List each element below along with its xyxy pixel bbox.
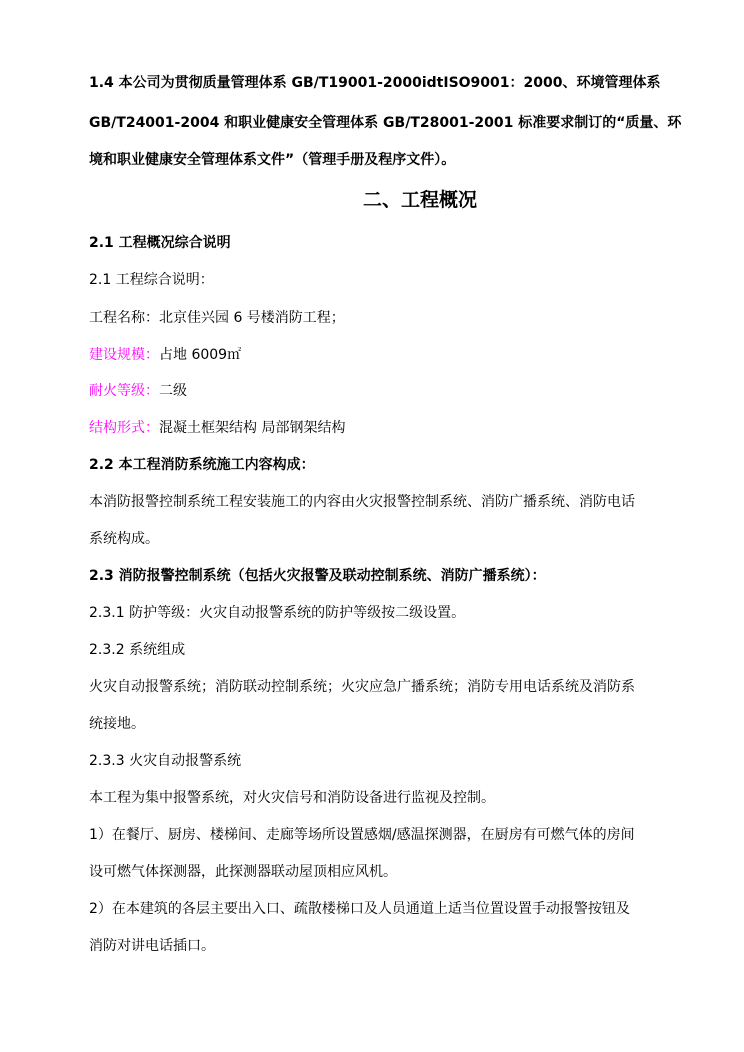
item-2-line-1: 2）在本建筑的各层主要出入口、疏散楼梯口及人员通道上适当位置设置手动报警按钮及 [89,901,630,917]
structure-value: 混凝土框架结构 局部钢架结构 [159,420,346,436]
heading-2-2: 2.2 本工程消防系统施工内容构成： [89,457,315,473]
item-2-line-2: 消防对讲电话插口。 [89,938,215,954]
para-2-3-1: 2.3.1 防护等级：火灾自动报警系统的防护等级按二级设置。 [89,605,466,621]
scale-value: 占地 6009㎡ [159,347,242,363]
section-title: 二、工程概况 [362,189,477,211]
intro-line-2: GB/T24001-2004 和职业健康安全管理体系 GB/T28001-2001 标准要求制订的“质量、环 [89,115,682,131]
structure-row [89,418,345,438]
heading-2-1: 2.1 工程概况综合说明 [89,235,231,251]
fire-rating-row [89,381,187,401]
fire-rating-value: 二级 [159,383,187,399]
project-name: 工程名称：北京佳兴园 6 号楼消防工程； [89,310,345,326]
intro-line-1: 1.4 本公司为贯彻质量管理体系 GB/T19001-2000idtISO9001：2000、环境管理体系 [89,75,661,91]
para-2-3-2: 2.3.2 系统组成 [89,642,186,658]
para-2-3-3: 2.3.3 火灾自动报警系统 [89,753,242,769]
intro-line-3: 境和职业健康安全管理体系文件”（管理手册及程序文件）。 [89,152,456,168]
heading-2-3: 2.3 消防报警控制系统（包括火灾报警及联动控制系统、消防广播系统）： [89,568,546,584]
components-line-1: 火灾自动报警系统；消防联动控制系统；火灾应急广播系统；消防专用电话系统及消防系 [89,679,635,695]
structure-label: 结构形式： [89,420,159,436]
scope-line-1: 本消防报警控制系统工程安装施工的内容由火灾报警控制系统、消防广播系统、消防电话 [89,494,635,510]
components-line-2: 统接地。 [89,716,145,732]
scale-row [89,345,241,365]
scope-line-2: 系统构成。 [89,531,159,547]
item-1-line-2: 设可燃气体探测器，此探测器联动屋顶相应风机。 [89,864,397,880]
fire-rating-label: 耐火等级： [89,383,159,399]
item-1-line-1: 1）在餐厅、厨房、楼梯间、走廊等场所设置感烟/感温探测器，在厨房有可燃气体的房间 [89,827,635,843]
scale-label: 建设规模： [89,347,159,363]
centralized-line: 本工程为集中报警系统，对火灾信号和消防设备进行监视及控制。 [89,790,495,806]
sub-2-1: 2.1 工程综合说明： [89,272,214,288]
